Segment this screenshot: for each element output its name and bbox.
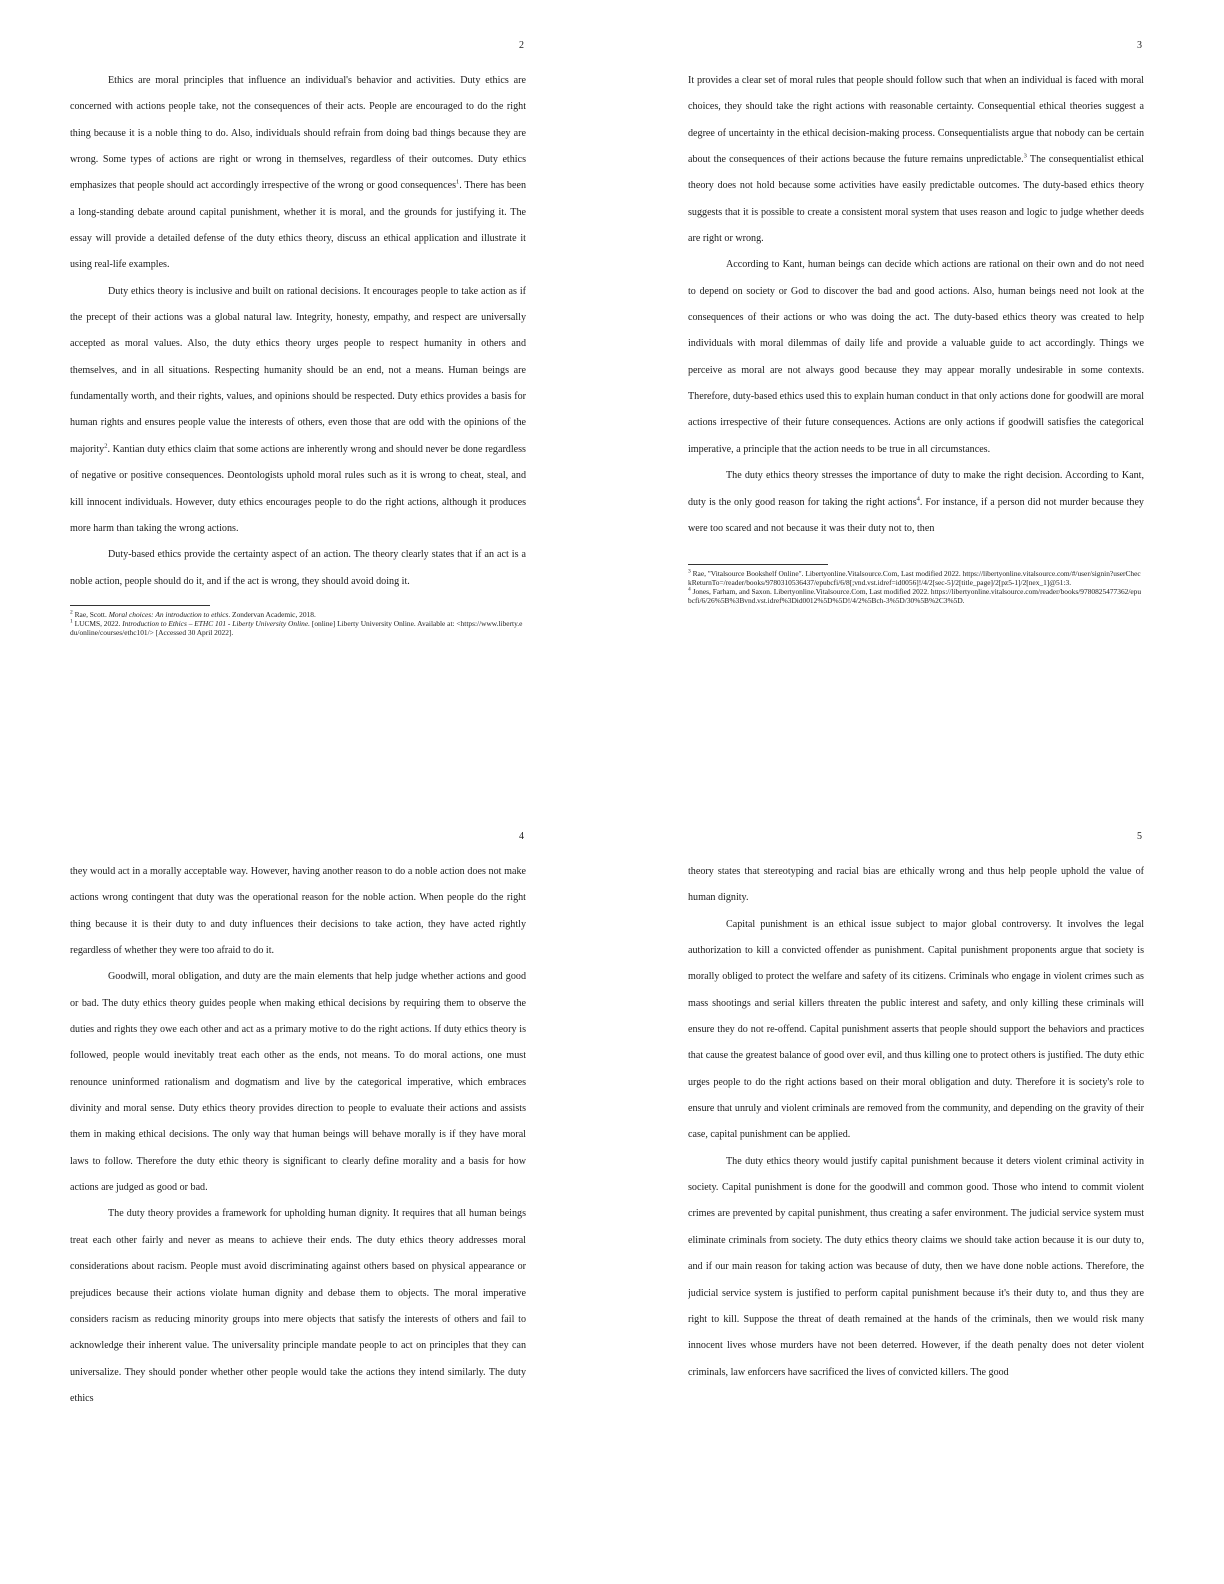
footnote: $^3$ Rae, "Vitalsource Bookshelf Online". Libertyonline.Vitalsource.Com, Last modified 2022. https://libertyonline.vitalsource.com/#/user/signin?userCheckReturnTo=/reader/books/9780310536437/epubcfi/6/8[;vnd.vst.idref=id0056]!/4/2[sec-5]/2[title_page]/2[pz5-1]/2[nex_1]@51:3. [688,568,1141,588]
paragraph: Duty ethics theory is inclusive and built on rational decisions. It encourages people to take action as if the precept of their actions was a global natural law. Integrity, honesty, empathy, and respect are universally accepted as moral values. Also, the duty ethics theory urges people to respect humanity in others and themselves, and in all situations. Respecting humanity should be an end, not a means. Human beings are fundamentally worth, and their rights, values, and opinions should be respected. Duty ethics provides a basis for human rights and ensures people value the interests of others, even those that are odd with the opinions of the majority$^2$. Kantian duty ethics claim that some actions are inherently wrong and should never be done regardless of negative or positive consequences. Deontologists uphold moral rules such as it is wrong to cheat, steal, and kill innocent individuals. However, duty ethics encourages people to do the right actions, although it produces more harm than taking the wrong actions. [70,285,526,534]
paragraph: Ethics are moral principles that influence an individual's behavior and activities. Duty ethics are concerned with actions people take, not the consequences of their acts. People are encouraged to do the right thing because it is a noble thing to do. Also, individuals should refrain from doing bad things because they are wrong. Some types of actions are right or wrong in themselves, regardless of their outcomes. Duty ethics emphasizes that people should act accordingly irrespective of the wrong or good consequences$^1$. There has been a long-standing debate around capital punishment, whether it is moral, and the grounds for justifying it. The essay will provide a detailed defense of the duty ethics theory, discuss an ethical application and illustrate it using real-life examples. [70,75,526,271]
footnote: $^4$ Jones, Farham, and Saxon. Libertyonline.Vitalsource.Com, Last modified 2022. https://libertyonline.vitalsource.com/reader/books/9780825477362/epubcfi/6/26%5B%3Bvnd.vst.idref%3Did0012%5D%5D!/4/2%5Bch-3%5D/30%5B%2C3%5D. [688,586,1142,606]
paragraph: It provides a clear set of moral rules that people should follow such that when an individual is faced with moral choices, they should take the right actions with reasonable certainty. Consequential ethical theories suggest a degree of uncertainty in the ethical decision-making process. Consequentialists argue that nobody can be certain about the consequences of their actions because the future remains unpredictable.$^3$ The consequentialist ethical theory does not hold because some activities have easily predictable outcomes. The duty-based ethics theory suggests that it is possible to create a consistent moral system that uses reason and logic to judge whether deeds are right or wrong. [688,75,1144,245]
paragraph: theory states that stereotyping and racial bias are ethically wrong and thus help people uphold the value of human dignity. [688,866,1144,904]
paragraph: they would act in a morally acceptable way. However, having another reason to do a noble action does not make actions wrong contingent that duty was the operational reason for the noble action. When people do the right thing because it is their duty to and duty influences their decisions to take action, they have acted rightly regardless of whether they were too afraid to do it. [70,866,526,957]
page-number: 4 [519,831,524,842]
page-4 [70,831,526,1531]
paragraph: Goodwill, moral obligation, and duty are the main elements that help judge whether actions and good or bad. The duty ethics theory guides people when making ethical decisions by requiring them to observe the duties and rights they owe each other and act as a primary motive to do the right actions. If duty ethics theory is followed, people would inevitably treat each other as the ends, not means. To do moral actions, one must renounce uninformed rationalism and dogmatism and live by the categorical imperative, which embraces divinity and moral sense. Duty ethics theory provides direction to people to evaluate their actions and assists them in making ethical decisions. The only way that human beings will behave morally is if they have moral laws to follow. Therefore the duty ethic theory is significant to clearly define morality and a basis for how actions are judged as good or bad. [70,971,526,1194]
footnote: $^2$ Rae, Scott. Moral choices: An introduction to ethics. Zondervan Academic, 2018. [70,609,316,619]
paragraph: The duty ethics theory stresses the importance of duty to make the right decision. According to Kant, duty is the only good reason for taking the right actions$^4$. For instance, if a person did not murder because they were too scared and not because it was their duty not to, then [688,470,1144,534]
paragraph: The duty theory provides a framework for upholding human dignity. It requires that all human beings treat each other fairly and never as means to achieve their ends. The duty ethics theory addresses moral considerations about racism. People must avoid discriminating against others based on physical appearance or prejudices because their actions violate human dignity and debase them to objects. The moral imperative considers racism as reducing minority groups into mere objects that satisfy the interests of others and fail to acknowledge their inherent value. The universality principle mandate people to act on principles that they can universalize. They should ponder whether other people would take the actions they intend similarly. The duty ethics [70,1208,526,1404]
page-5 [688,831,1144,1531]
page-2 [70,40,526,740]
page-number: 2 [519,40,524,51]
footnote: $^1$ LUCMS, 2022. Introduction to Ethics – ETHC 101 - Liberty University Online. [online] Liberty University Online. Available at: <https://www.liberty.edu/online/courses/ethc101/> [Accessed 30 April 2022]. [70,618,523,638]
paragraph: The duty ethics theory would justify capital punishment because it deters violent criminal activity in society. Capital punishment is done for the goodwill and common good. Those who intend to commit violent crimes are prevented by capital punishment, thus creating a safer environment. The judicial service system must eliminate criminals from society. The duty ethics theory claims we should take action because it is our duty to, and if our main reason for taking action was because of duty, then we have done noble actions. Therefore, the judicial service system is justified to perform capital punishment because it's their duty to, and thus they are right to kill. Suppose the threat of death remained at the hands of the criminals, then we would risk many innocent lives whose murders have not been deterred. However, if the death penalty does not deter violent criminals, law enforcers have sacrificed the lives of convicted killers. The good [688,1155,1144,1378]
footnote-divider [688,564,828,565]
page-number: 3 [1137,40,1142,51]
page-3 [688,40,1144,740]
paragraph: Capital punishment is an ethical issue subject to major global controversy. It involves the legal authorization to kill a convicted offender as punishment. Capital punishment proponents argue that society is morally obliged to protect the welfare and safety of its citizens. Criminals who engage in violent crimes such as mass shootings and serial killers threaten the public interest and safety, and only killing these criminals will ensure they do not re-offend. Capital punishment asserts that people should support the behaviors and practices that cause the greatest balance of good over evil, and thus killing one to protect others is justified. The duty ethic urges people to do the right actions based on their moral obligation and duty. Therefore it is society's role to ensure that unruly and violent criminals are removed from the community, and depending on the gravity of their case, capital punishment can be applied. [688,918,1144,1141]
footnote-ref[interactable]: 2 [104,442,108,450]
footnote-ref[interactable]: 1 [456,179,460,187]
footnote-ref[interactable]: 4 [916,495,920,503]
footnote-divider [70,605,210,606]
page-number: 5 [1137,831,1142,842]
paragraph: According to Kant, human beings can decide which actions are rational on their own and do not need to depend on society or God to discover the bad and good actions. Also, human beings need not look at the consequences of their actions or who was doing the act. The duty-based ethics theory was created to help individuals with moral dilemmas of daily life and provide a valuable guide to act accordingly. Things we perceive as moral are not always good because they may appear morally undesirable in some contexts. Therefore, duty-based ethics used this to explain human conduct in that only actions done for goodwill are moral actions irrespective of their future consequences. Actions are only actions if goodwill satisfies the categorical imperative, a principle that the action needs to be true in all circumstances. [688,259,1144,455]
footnote-ref[interactable]: 3 [1023,152,1027,160]
paragraph: Duty-based ethics provide the certainty aspect of an action. The theory clearly states that if an act is a noble action, people should do it, and if the act is wrong, they should avoid doing it. [70,549,526,587]
